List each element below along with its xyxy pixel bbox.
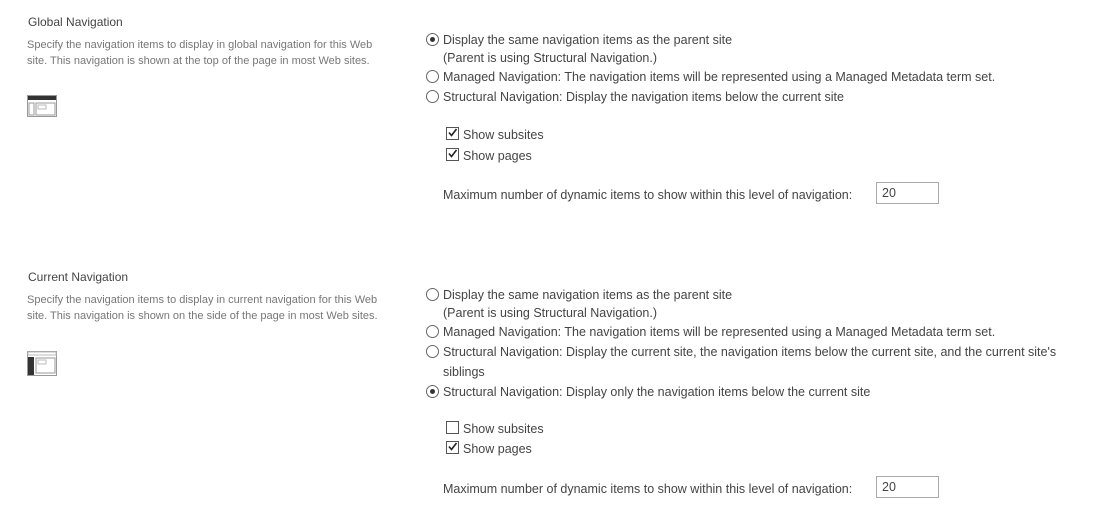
global-structural-navigation-label: Structural Navigation: Display the navigation items below the current site (443, 90, 844, 104)
side-navigation-layout-icon (27, 351, 57, 376)
current-max-items-label: Maximum number of dynamic items to show within this level of navigation: (443, 482, 853, 496)
global-managed-navigation-label: Managed Navigation: The navigation items will be represented using a Managed Metadata term set. (443, 70, 996, 84)
global-inherit-parent-radio[interactable] (426, 33, 439, 46)
global-navigation-title: Global Navigation (28, 15, 123, 29)
current-managed-navigation-radio[interactable] (426, 325, 439, 338)
current-max-items-input[interactable] (876, 476, 939, 498)
global-show-subsites-checkbox[interactable] (446, 127, 459, 140)
current-structural-below-label: Structural Navigation: Display only the navigation items below the current site (443, 385, 871, 399)
checkmark-icon (447, 441, 458, 452)
current-show-subsites-label: Show subsites (463, 422, 544, 436)
global-managed-navigation-radio[interactable] (426, 70, 439, 83)
checkmark-icon (447, 127, 458, 138)
global-show-subsites-label: Show subsites (463, 128, 544, 142)
global-navigation-description: Specify the navigation items to display in global navigation for this Web site. This navigation is shown at the top of the page in most Web sites. (27, 39, 373, 67)
current-structural-below-radio[interactable] (426, 385, 439, 398)
current-managed-navigation-label: Managed Navigation: The navigation items will be represented using a Managed Metadata term set. (443, 325, 996, 339)
current-inherit-parent-label: Display the same navigation items as the parent site (443, 288, 733, 302)
global-show-pages-checkbox[interactable] (446, 148, 459, 161)
checkmark-icon (447, 148, 458, 159)
global-max-items-input[interactable] (876, 182, 939, 204)
global-show-pages-label: Show pages (463, 149, 532, 163)
global-parent-note: (Parent is using Structural Navigation.) (443, 51, 657, 65)
current-structural-siblings-radio[interactable] (426, 345, 439, 358)
global-structural-navigation-radio[interactable] (426, 90, 439, 103)
global-max-items-label: Maximum number of dynamic items to show within this level of navigation: (443, 188, 853, 202)
current-structural-siblings-label-wrap: siblings (443, 365, 485, 379)
top-navigation-layout-icon (27, 95, 57, 117)
current-show-pages-checkbox[interactable] (446, 441, 459, 454)
current-inherit-parent-radio[interactable] (426, 288, 439, 301)
current-navigation-title: Current Navigation (28, 270, 129, 284)
current-parent-note: (Parent is using Structural Navigation.) (443, 306, 657, 320)
current-structural-siblings-label: Structural Navigation: Display the current site, the navigation items below the current site, and the current site's (443, 345, 1057, 359)
current-navigation-description: Specify the navigation items to display in current navigation for this Web site. This navigation is shown on the side of the page in most Web sites. (27, 294, 378, 322)
current-show-subsites-checkbox[interactable] (446, 421, 459, 434)
global-inherit-parent-label: Display the same navigation items as the parent site (443, 33, 733, 47)
current-show-pages-label: Show pages (463, 442, 532, 456)
